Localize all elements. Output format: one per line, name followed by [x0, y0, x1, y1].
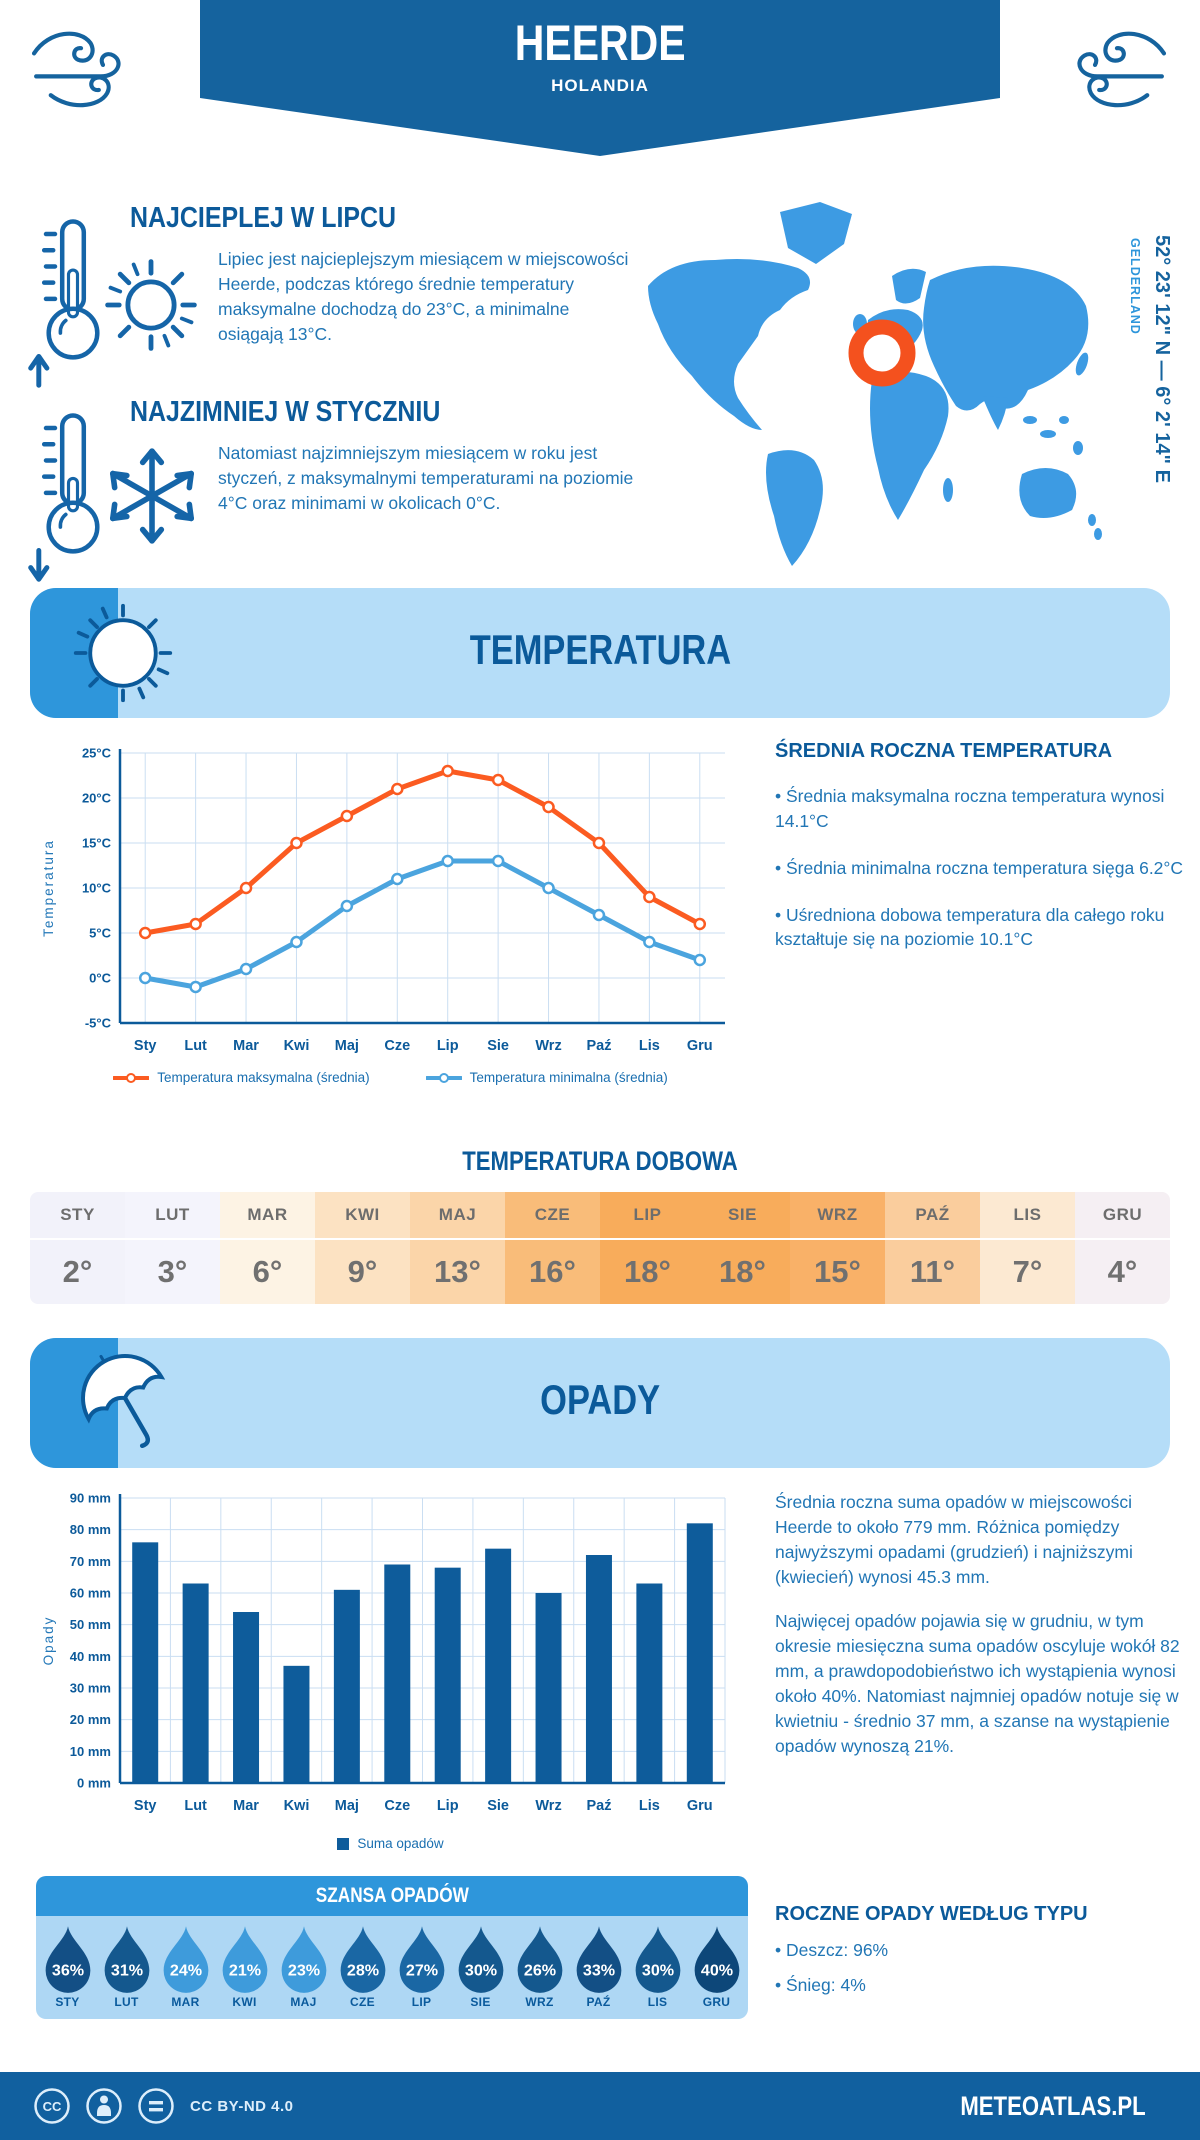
svg-text:Paź: Paź: [586, 1038, 612, 1054]
month-temp-value: 18°: [719, 1254, 766, 1289]
chance-item: [510, 1924, 569, 2009]
svg-text:Wrz: Wrz: [535, 1798, 562, 1814]
chance-item: [274, 1924, 333, 2009]
chance-item: [628, 1924, 687, 2009]
svg-text:23%: 23%: [287, 1961, 320, 1980]
daily-temp-table: [30, 1192, 1170, 1304]
svg-text:Sie: Sie: [487, 1798, 510, 1814]
svg-text:Lut: Lut: [184, 1038, 207, 1054]
svg-text:Lis: Lis: [638, 1038, 660, 1054]
raindrop-icon: [514, 1924, 566, 1993]
svg-text:-5°C: -5°C: [84, 1015, 111, 1031]
chance-month-label: MAJ: [290, 1995, 317, 2009]
svg-text:Wrz: Wrz: [535, 1038, 562, 1054]
footer: [0, 2072, 1200, 2140]
month-cell: [600, 1192, 695, 1304]
svg-text:26%: 26%: [523, 1961, 556, 1980]
chance-month-label: PAŹ: [586, 1995, 611, 2009]
annual-temp-bullets: [775, 784, 1185, 974]
legend-item: [113, 1070, 369, 1085]
svg-text:15°C: 15°C: [81, 835, 111, 851]
month-label: LIS: [980, 1192, 1075, 1240]
map-coordinates: 52° 23' 12" N — 6° 2' 14" E: [1151, 235, 1173, 483]
chance-month-label: KWI: [232, 1995, 257, 2009]
month-label: GRU: [1075, 1192, 1170, 1240]
svg-text:Mar: Mar: [233, 1038, 259, 1054]
raindrop-icon: [573, 1924, 625, 1993]
svg-text:Sty: Sty: [133, 1038, 157, 1054]
chance-month-label: MAR: [171, 1995, 200, 2009]
svg-text:Maj: Maj: [334, 1798, 359, 1814]
legend-item: [337, 1836, 443, 1851]
month-temp-value: 13°: [434, 1254, 481, 1289]
cc-icons: [32, 2086, 176, 2126]
svg-text:5°C: 5°C: [89, 925, 111, 941]
month-cell: [885, 1192, 980, 1304]
month-temp-value: 9°: [347, 1254, 378, 1289]
svg-text:40 mm: 40 mm: [69, 1648, 111, 1664]
chance-month-label: STY: [55, 1995, 80, 2009]
month-label: PAŹ: [885, 1192, 980, 1240]
raindrop-icon: [42, 1924, 94, 1993]
temperature-line-chart: [38, 735, 743, 1065]
svg-text:Sty: Sty: [133, 1798, 157, 1814]
precip-types-bullets: [775, 1938, 1185, 2020]
equals-icon: [136, 2086, 176, 2126]
sun-icon: [98, 252, 204, 358]
chance-month-label: SIE: [470, 1995, 491, 2009]
month-cell: [505, 1192, 600, 1304]
month-cell: [410, 1192, 505, 1304]
chance-month-label: WRZ: [525, 1995, 554, 2009]
precipitation-bar-chart: [38, 1483, 743, 1828]
wind-swirl-icon: [1062, 20, 1174, 114]
svg-text:Cze: Cze: [384, 1038, 411, 1054]
chance-item: [156, 1924, 215, 2009]
annual-temp-bullet: • Średnia minimalna roczna temperatura sięga 6.2°C: [775, 857, 1184, 878]
svg-text:0 mm: 0 mm: [77, 1775, 111, 1791]
precipitation-banner: [30, 1338, 1170, 1468]
raindrop-icon: [396, 1924, 448, 1993]
annual-temp-bullet: • Średnia maksymalna roczna temperatura wynosi 14.1°C: [775, 786, 1165, 831]
svg-text:25°C: 25°C: [81, 745, 111, 761]
precipitation-chart-legend: [38, 1836, 743, 1851]
wind-swirl-icon: [24, 20, 136, 114]
chance-droplets: [36, 1916, 748, 2019]
month-cell: [220, 1192, 315, 1304]
cold-title: NAJZIMNIEJ W STYCZNIU: [130, 396, 441, 428]
month-label: LUT: [125, 1192, 220, 1240]
svg-text:0°C: 0°C: [89, 970, 111, 986]
svg-text:Sie: Sie: [487, 1038, 510, 1054]
svg-text:80 mm: 80 mm: [69, 1522, 111, 1538]
month-temp-value: 3°: [157, 1254, 188, 1289]
month-label: MAJ: [410, 1192, 505, 1240]
svg-text:33%: 33%: [582, 1961, 615, 1980]
month-temp-value: 18°: [624, 1254, 671, 1289]
legend-line-swatch: [113, 1072, 149, 1084]
month-temp-value: 7°: [1012, 1254, 1043, 1289]
svg-text:Lip: Lip: [436, 1038, 459, 1054]
month-cell: [125, 1192, 220, 1304]
svg-text:70 mm: 70 mm: [69, 1553, 111, 1569]
location-ring-icon: [856, 327, 908, 379]
svg-text:50 mm: 50 mm: [69, 1617, 111, 1633]
chance-item: [333, 1924, 392, 2009]
month-cell: [790, 1192, 885, 1304]
chance-month-label: LIP: [411, 1995, 432, 2009]
cold-text: Natomiast najzimniejszym miesiącem w roku jest styczeń, z maksymalnymi temperaturami na poziomie 4°C oraz minimami w okolicach 0°C.: [218, 443, 634, 513]
chance-item: [687, 1924, 746, 2009]
legend-item: [426, 1070, 668, 1085]
raindrop-icon: [101, 1924, 153, 1993]
month-cell: [695, 1192, 790, 1304]
legend-label: Temperatura maksymalna (średnia): [157, 1070, 370, 1085]
svg-text:Opady: Opady: [41, 1615, 56, 1666]
month-label: WRZ: [790, 1192, 885, 1240]
svg-text:Maj: Maj: [334, 1038, 359, 1054]
brand-logo: METEOATLAS.PL: [960, 2090, 1146, 2121]
svg-text:Cze: Cze: [384, 1798, 411, 1814]
month-temp-value: 2°: [62, 1254, 93, 1289]
raindrop-icon: [691, 1924, 743, 1993]
month-cell: [1075, 1192, 1170, 1304]
svg-text:24%: 24%: [169, 1961, 202, 1980]
cc-icon: [32, 2086, 72, 2126]
raindrop-icon: [632, 1924, 684, 1993]
precip-paragraph: Najwięcej opadów pojawia się w grudniu, w tym okresie miesięczna suma opadów oscyluje wokół 82 mm, a prawdopodobieństwo ich wystąpienia wynosi około 40%. Natomiast najmniej opadów notuje się w kwietniu - średnio 37 mm, a szanse na wystąpienie opadów wynoszą 21%.: [775, 1611, 1180, 1756]
month-label: MAR: [220, 1192, 315, 1240]
svg-text:20 mm: 20 mm: [69, 1712, 111, 1728]
precip-types-heading: ROCZNE OPADY WEDŁUG TYPU: [775, 1903, 1088, 1925]
month-label: CZE: [505, 1192, 600, 1240]
daily-temp-heading: TEMPERATURA DOBOWA: [462, 1146, 738, 1176]
chance-panel: [36, 1876, 748, 2019]
annual-temp-heading: ŚREDNIA ROCZNA TEMPERATURA: [775, 740, 1113, 762]
month-temp-value: 11°: [909, 1254, 956, 1289]
temperature-banner: [30, 588, 1170, 718]
svg-text:Gru: Gru: [686, 1038, 713, 1054]
month-temp-value: 16°: [529, 1254, 576, 1289]
svg-text:21%: 21%: [228, 1961, 261, 1980]
snowflake-icon: [96, 440, 208, 552]
svg-text:40%: 40%: [700, 1961, 733, 1980]
precip-paragraph: Średnia roczna suma opadów w miejscowości Heerde to około 779 mm. Różnica pomiędzy najwyższymi opadami (grudzień) i najniższymi (kwiecień) wynosi 45.3 mm.: [775, 1492, 1133, 1587]
svg-text:31%: 31%: [110, 1961, 143, 1980]
svg-text:Kwi: Kwi: [283, 1798, 310, 1814]
warm-title: NAJCIEPLEJ W LIPCU: [130, 202, 397, 234]
svg-text:CC: CC: [42, 2099, 62, 2114]
month-label: SIE: [695, 1192, 790, 1240]
legend-line-swatch: [426, 1072, 462, 1084]
svg-text:Lip: Lip: [436, 1798, 459, 1814]
map-region: GELDERLAND: [1128, 238, 1142, 335]
svg-text:Lut: Lut: [184, 1798, 207, 1814]
chance-item: [392, 1924, 451, 2009]
month-cell: [30, 1192, 125, 1304]
month-label: STY: [30, 1192, 125, 1240]
person-icon: [84, 2086, 124, 2126]
svg-text:27%: 27%: [405, 1961, 438, 1980]
chance-heading: SZANSA OPADÓW: [36, 1876, 748, 1916]
temperature-chart-legend: [38, 1070, 743, 1085]
precip-paragraphs: [775, 1490, 1183, 1778]
svg-text:90 mm: 90 mm: [69, 1490, 111, 1506]
raindrop-icon: [160, 1924, 212, 1993]
svg-text:28%: 28%: [346, 1961, 379, 1980]
precip-type-bullet: • Deszcz: 96%: [775, 1940, 889, 1960]
chance-item: [97, 1924, 156, 2009]
license-text: CC BY-ND 4.0: [190, 2097, 294, 2115]
svg-text:Kwi: Kwi: [283, 1038, 310, 1054]
page-subtitle: HOLANDIA: [551, 76, 649, 95]
temperature-section-title: TEMPERATURA: [469, 626, 731, 673]
svg-text:Gru: Gru: [686, 1798, 713, 1814]
raindrop-icon: [455, 1924, 507, 1993]
warm-text: Lipiec jest najcieplejszym miesiącem w miejscowości Heerde, podczas którego średnie temperatury maksymalne dochodzą do 23°C, a minimalne osiągają 13°C.: [218, 249, 629, 344]
precipitation-section-title: OPADY: [540, 1376, 660, 1423]
svg-text:Lis: Lis: [638, 1798, 660, 1814]
world-map: [630, 168, 1105, 583]
chance-month-label: LUT: [114, 1995, 139, 2009]
chance-month-label: LIS: [647, 1995, 668, 2009]
month-label: LIP: [600, 1192, 695, 1240]
month-temp-value: 4°: [1107, 1254, 1138, 1289]
precip-type-bullet: • Śnieg: 4%: [775, 1974, 866, 1995]
legend-label: Temperatura minimalna (średnia): [469, 1070, 668, 1085]
svg-text:10°C: 10°C: [81, 880, 111, 896]
raindrop-icon: [219, 1924, 271, 1993]
chance-item: [38, 1924, 97, 2009]
chance-item: [215, 1924, 274, 2009]
legend-label: Suma opadów: [357, 1836, 444, 1851]
month-cell: [980, 1192, 1075, 1304]
raindrop-icon: [337, 1924, 389, 1993]
precip-legend-swatch: [337, 1838, 349, 1850]
page-title: HEERDE: [514, 15, 686, 71]
chance-month-label: GRU: [702, 1995, 731, 2009]
raindrop-icon: [278, 1924, 330, 1993]
svg-text:Mar: Mar: [233, 1798, 259, 1814]
svg-text:30%: 30%: [464, 1961, 497, 1980]
annual-temp-bullet: • Uśredniona dobowa temperatura dla całego roku kształtuje się na poziomie 10.1°C: [775, 904, 1165, 950]
month-temp-value: 15°: [814, 1254, 861, 1289]
svg-text:30 mm: 30 mm: [69, 1680, 111, 1696]
svg-text:10 mm: 10 mm: [69, 1743, 111, 1759]
month-cell: [315, 1192, 410, 1304]
month-label: KWI: [315, 1192, 410, 1240]
chance-item: [451, 1924, 510, 2009]
svg-text:36%: 36%: [51, 1961, 84, 1980]
month-temp-value: 6°: [252, 1254, 283, 1289]
svg-text:60 mm: 60 mm: [69, 1585, 111, 1601]
chance-month-label: CZE: [350, 1995, 375, 2009]
svg-text:30%: 30%: [641, 1961, 674, 1980]
svg-text:Paź: Paź: [586, 1798, 612, 1814]
chance-item: [569, 1924, 628, 2009]
svg-text:20°C: 20°C: [81, 790, 111, 806]
svg-text:Temperatura: Temperatura: [41, 839, 56, 937]
